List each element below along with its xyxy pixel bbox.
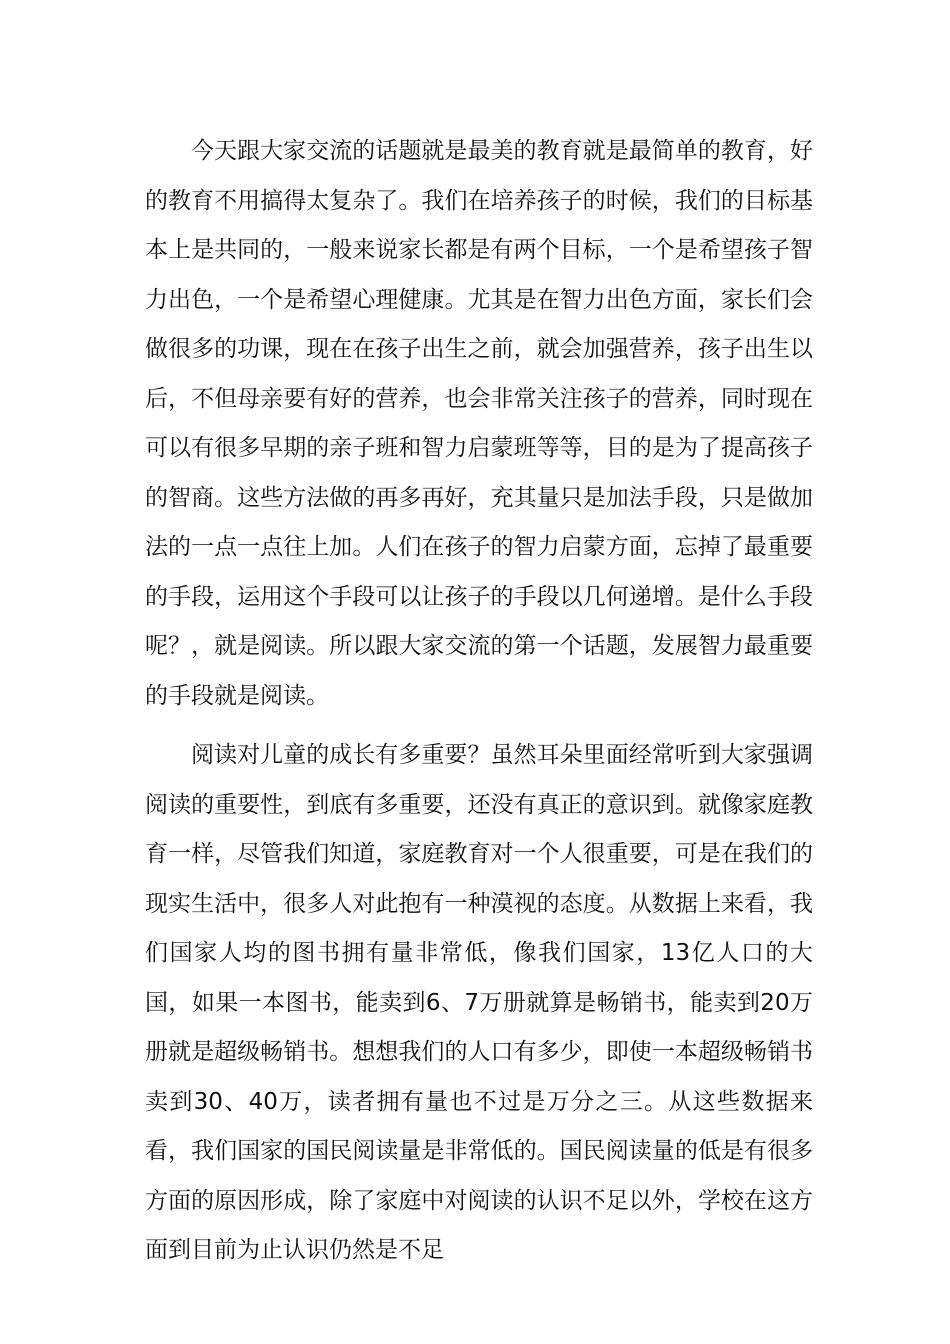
paragraph-1: 今天跟大家交流的话题就是最美的教育就是最简单的教育，好的教育不用搞得太复杂了。我们在培养孩子的时候，我们的目标基本上是共同的，一般来说家长都是有两个目标，一个是希望孩子智力出色，一个是希望心理健康。尤其是在智力出色方面，家长们会做很多的功课，现在在孩子出生之前，就会加强营养，孩子出生以后，不但母亲要有好的营养，也会非常关注孩子的营养，同时现在可以有很多早期的亲子班和智力启蒙班等等，目的是为了提高孩子的智商。这些方法做的再多再好，充其量只是加法手段，只是做加法的一点一点往上加。人们在孩子的智力启蒙方面，忘掉了最重要的手段，运用这个手段可以让孩子的手段以几何递增。是什么手段呢？，就是阅读。所以跟大家交流的第一个话题，发展智力最重要的手段就是阅读。 (145, 138, 813, 709)
document-body (145, 127, 813, 1276)
paragraph-2: 阅读对儿童的成长有多重要？虽然耳朵里面经常听到大家强调阅读的重要性，到底有多重要，还没有真正的意识到。就像家庭教育一样，尽管我们知道，家庭教育对一个人很重要，可是在我们的现实生活中，很多人对此抱有一种漠视的态度。从数据上来看，我们国家人均的图书拥有量非常低，像我们国家，13亿人口的大国，如果一本图书，能卖到6、7万册就算是畅销书，能卖到20万册就是超级畅销书。想想我们的人口有多少，即使一本超级畅销书卖到30、40万，读者拥有量也不过是万分之三。从这些数据来看，我们国家的国民阅读量是非常低的。国民阅读量的低是有很多方面的原因形成，除了家庭中对阅读的认识不足以外，学校在这方面到目前为止认识仍然是不足 (145, 742, 813, 1263)
